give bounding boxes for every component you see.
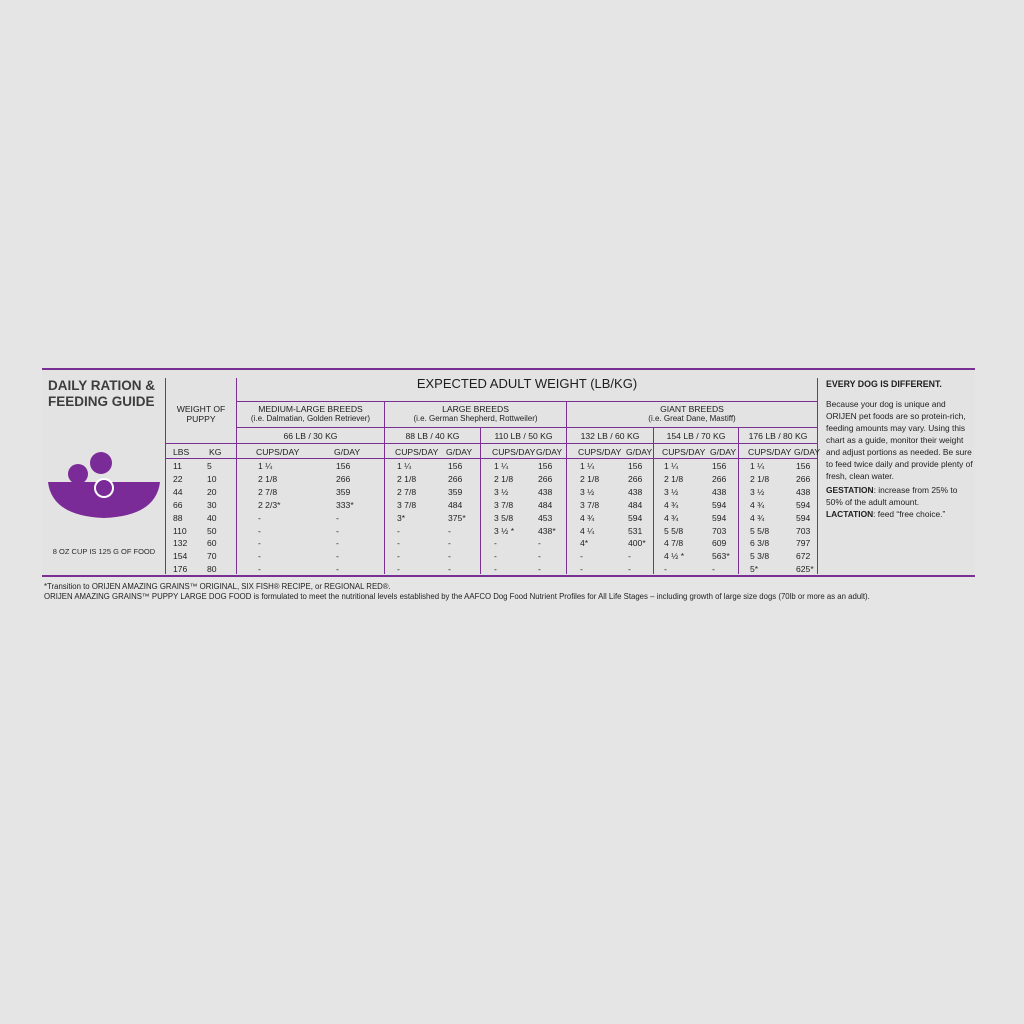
table-cell: 156 — [336, 461, 351, 471]
table-cell: 1 ¼ — [580, 461, 595, 471]
table-cell: 672 — [796, 551, 811, 561]
table-cell: 4* — [580, 538, 589, 548]
table-cell: 22 — [173, 474, 183, 484]
table-cell: 5 — [207, 461, 212, 471]
side-heading: EVERY DOG IS DIFFERENT. — [826, 379, 942, 389]
table-cell: - — [397, 526, 400, 536]
hline-under-weights — [166, 443, 817, 444]
divider-154 — [653, 428, 654, 574]
table-cell: - — [628, 551, 631, 561]
group-name: LARGE BREEDS — [442, 404, 509, 414]
table-cell: 176 — [173, 564, 188, 574]
weight-176: 176 LB / 80 KG — [748, 431, 808, 441]
table-cell: - — [494, 551, 497, 561]
table-cell: 3 5/8 — [494, 513, 514, 523]
top-rule — [42, 368, 975, 370]
hline-under-main — [237, 401, 817, 402]
group-giant — [567, 404, 817, 424]
table-cell: 50 — [207, 526, 217, 536]
col-header-g: G/DAY — [710, 447, 737, 457]
table-cell: 1 ¼ — [494, 461, 509, 471]
divider-right — [817, 378, 818, 574]
table-cell: 703 — [796, 526, 811, 536]
group-sub: (i.e. Great Dane, Mastiff) — [648, 414, 736, 423]
table-cell: 531 — [628, 526, 643, 536]
table-cell: 88 — [173, 513, 183, 523]
table-cell: 400* — [628, 538, 646, 548]
weight-of-label: WEIGHT OF — [176, 404, 226, 414]
table-cell: - — [258, 538, 261, 548]
table-cell: 609 — [712, 538, 727, 548]
table-cell: 4 ¾ — [664, 513, 679, 523]
col-header-cups: CUPS/DAY — [662, 447, 706, 457]
side-note — [826, 378, 974, 520]
table-cell: 44 — [173, 487, 183, 497]
table-cell: 3 ½ — [664, 487, 679, 497]
table-cell: 4 7/8 — [664, 538, 684, 548]
table-cell: 375* — [448, 513, 466, 523]
table-cell: - — [397, 564, 400, 574]
table-cell: 2 7/8 — [397, 487, 417, 497]
table-cell: 359 — [336, 487, 351, 497]
guide-title — [48, 378, 168, 410]
table-cell: - — [258, 526, 261, 536]
table-cell: 4 ¾ — [750, 513, 765, 523]
table-cell: 80 — [207, 564, 217, 574]
table-cell: 3* — [397, 513, 406, 523]
table-cell: 70 — [207, 551, 217, 561]
table-cell: 453 — [538, 513, 553, 523]
table-cell: - — [258, 564, 261, 574]
group-sub: (i.e. Dalmatian, Golden Retriever) — [250, 414, 371, 423]
col-header-g: G/DAY — [794, 447, 821, 457]
table-cell: - — [538, 538, 541, 548]
table-cell: - — [448, 538, 451, 548]
table-cell: - — [448, 526, 451, 536]
table-cell: 359 — [448, 487, 463, 497]
table-cell: 3 7/8 — [494, 500, 514, 510]
group-medium-large — [237, 404, 384, 424]
weight-of-puppy-header — [166, 404, 236, 424]
footnote-aafco: ORIJEN AMAZING GRAINS™ PUPPY LARGE DOG FOOD is formulated to meet the nutritional levels established by the AAFCO Dog Food Nutrient Profiles for All Life Stages – including growth of large size dogs (70lb or more as an adult). — [44, 592, 870, 601]
table-cell: 1 ¼ — [664, 461, 679, 471]
table-cell: 484 — [448, 500, 463, 510]
table-cell: 1 ¼ — [397, 461, 412, 471]
col-header-lbs: LBS — [173, 447, 190, 457]
weight-132: 132 LB / 60 KG — [580, 431, 640, 441]
weight-154: 154 LB / 70 KG — [666, 431, 726, 441]
table-cell: 40 — [207, 513, 217, 523]
table-cell: 2 1/8 — [580, 474, 600, 484]
table-cell: 333* — [336, 500, 354, 510]
table-cell: 2 2/3* — [258, 500, 281, 510]
table-cell: 2 1/8 — [258, 474, 278, 484]
col-header-cups: CUPS/DAY — [578, 447, 622, 457]
hline-under-cols — [166, 458, 817, 459]
col-header-g: G/DAY — [536, 447, 563, 457]
table-cell: - — [628, 564, 631, 574]
table-cell: 438* — [538, 526, 556, 536]
divider-176 — [738, 428, 739, 574]
table-cell: 3 ½ — [580, 487, 595, 497]
table-cell: 4 ½ * — [664, 551, 685, 561]
table-cell: - — [258, 513, 261, 523]
table-cell: 5* — [750, 564, 759, 574]
table-cell: - — [712, 564, 715, 574]
table-cell: 797 — [796, 538, 811, 548]
table-cell: 132 — [173, 538, 188, 548]
table-cell: 30 — [207, 500, 217, 510]
group-sub: (i.e. German Shepherd, Rottweiler) — [413, 414, 538, 423]
table-cell: 3 7/8 — [580, 500, 600, 510]
table-cell: 4 ¼ — [580, 526, 595, 536]
divider-large — [480, 428, 481, 574]
table-cell: 156 — [628, 461, 643, 471]
col-header-cups: CUPS/DAY — [492, 447, 536, 457]
col-header-g: G/DAY — [334, 447, 361, 457]
table-cell: 156 — [712, 461, 727, 471]
table-cell: 156 — [796, 461, 811, 471]
table-cell: - — [336, 564, 339, 574]
weight-110: 110 LB / 50 KG — [494, 431, 553, 441]
table-cell: - — [494, 538, 497, 548]
puppy-label: PUPPY — [186, 414, 216, 424]
col-header-g: G/DAY — [446, 447, 473, 457]
table-cell: 3 ½ — [494, 487, 509, 497]
table-cell: - — [336, 551, 339, 561]
table-cell: - — [494, 564, 497, 574]
table-cell: 266 — [628, 474, 643, 484]
table-cell: 594 — [796, 500, 811, 510]
table-cell: 3 ½ — [750, 487, 765, 497]
table-cell: 5 5/8 — [664, 526, 684, 536]
table-cell: 625* — [796, 564, 814, 574]
table-cell: 438 — [538, 487, 553, 497]
table-cell: 3 7/8 — [397, 500, 417, 510]
table-cell: 594 — [712, 500, 727, 510]
table-cell: - — [397, 538, 400, 548]
title-line-2: FEEDING GUIDE — [48, 394, 155, 409]
table-cell: 703 — [712, 526, 727, 536]
table-cell: - — [336, 538, 339, 548]
table-cell: 156 — [448, 461, 463, 471]
table-cell: - — [664, 564, 667, 574]
table-cell: 11 — [173, 461, 182, 471]
table-cell: 594 — [712, 513, 727, 523]
table-cell: 66 — [173, 500, 183, 510]
table-cell: 2 7/8 — [258, 487, 278, 497]
table-cell: 484 — [628, 500, 643, 510]
col-header-kg: KG — [209, 447, 222, 457]
lactation-label: LACTATION — [826, 509, 874, 519]
col-header-cups: CUPS/DAY — [395, 447, 439, 457]
table-cell: - — [580, 564, 583, 574]
gestation-text: : increase from 25% to 50% of the adult amount. — [826, 485, 958, 507]
col-header-g: G/DAY — [626, 447, 653, 457]
table-cell: 266 — [448, 474, 463, 484]
table-cell: 438 — [796, 487, 811, 497]
table-cell: 2 1/8 — [397, 474, 417, 484]
table-cell: - — [258, 551, 261, 561]
table-cell: 563* — [712, 551, 730, 561]
table-cell: 266 — [712, 474, 727, 484]
bottom-rule — [42, 575, 975, 577]
table-cell: 4 ¾ — [750, 500, 765, 510]
table-cell: - — [538, 564, 541, 574]
table-cell: - — [448, 551, 451, 561]
col-header-cups: CUPS/DAY — [748, 447, 792, 457]
table-cell: 2 1/8 — [750, 474, 770, 484]
cup-note: 8 OZ CUP IS 125 G OF FOOD — [52, 547, 156, 556]
table-cell: 5 5/8 — [750, 526, 770, 536]
table-cell: 4 ¾ — [580, 513, 595, 523]
table-cell: 20 — [207, 487, 217, 497]
table-cell: 2 1/8 — [664, 474, 684, 484]
table-cell: 10 — [207, 474, 217, 484]
table-cell: - — [448, 564, 451, 574]
col-header-cups: CUPS/DAY — [256, 447, 300, 457]
food-bowl-icon — [48, 450, 160, 520]
table-cell: 438 — [712, 487, 727, 497]
table-cell: - — [580, 551, 583, 561]
weight-66: 66 LB / 30 KG — [283, 431, 338, 441]
table-cell: 2 1/8 — [494, 474, 514, 484]
footnote-transition: *Transition to ORIJEN AMAZING GRAINS™ ORIGINAL, SIX FISH® RECIPE, or REGIONAL RED®. — [44, 582, 391, 591]
main-header: EXPECTED ADULT WEIGHT (LB/KG) — [416, 376, 638, 391]
table-cell: 1 ¼ — [258, 461, 273, 471]
table-cell: 266 — [538, 474, 553, 484]
group-name: GIANT BREEDS — [660, 404, 724, 414]
table-cell: 266 — [336, 474, 351, 484]
group-large — [385, 404, 566, 424]
lactation-text: : feed “free choice.” — [873, 509, 946, 519]
table-cell: - — [397, 551, 400, 561]
table-cell: 1 ¼ — [750, 461, 765, 471]
table-cell: 154 — [173, 551, 188, 561]
lactation-note — [826, 508, 974, 520]
table-cell: 6 3/8 — [750, 538, 770, 548]
table-cell: 594 — [628, 513, 643, 523]
table-cell: 156 — [538, 461, 553, 471]
table-cell: - — [538, 551, 541, 561]
table-cell: - — [336, 513, 339, 523]
table-cell: 484 — [538, 500, 553, 510]
gestation-note — [826, 484, 974, 508]
table-cell: 438 — [628, 487, 643, 497]
table-cell: 110 — [173, 526, 187, 536]
table-cell: 3 ½ * — [494, 526, 515, 536]
table-cell: 4 ¾ — [664, 500, 679, 510]
hline-under-groups — [237, 427, 817, 428]
table-cell: - — [336, 526, 339, 536]
table-cell: 60 — [207, 538, 217, 548]
weight-88: 88 LB / 40 KG — [405, 431, 460, 441]
table-cell: 266 — [796, 474, 811, 484]
table-cell: 5 3/8 — [750, 551, 770, 561]
group-name: MEDIUM-LARGE BREEDS — [258, 404, 363, 414]
title-line-1: DAILY RATION & — [48, 378, 156, 393]
table-cell: 594 — [796, 513, 811, 523]
gestation-label: GESTATION — [826, 485, 874, 495]
side-body: Because your dog is unique and ORIJEN pet foods are so protein-rich, feeding amounts may vary. Using this chart as a guide, monitor their weight and adjust portions as needed. Be sure to feed twice daily and provide plenty of fresh, clean water. — [826, 399, 973, 481]
